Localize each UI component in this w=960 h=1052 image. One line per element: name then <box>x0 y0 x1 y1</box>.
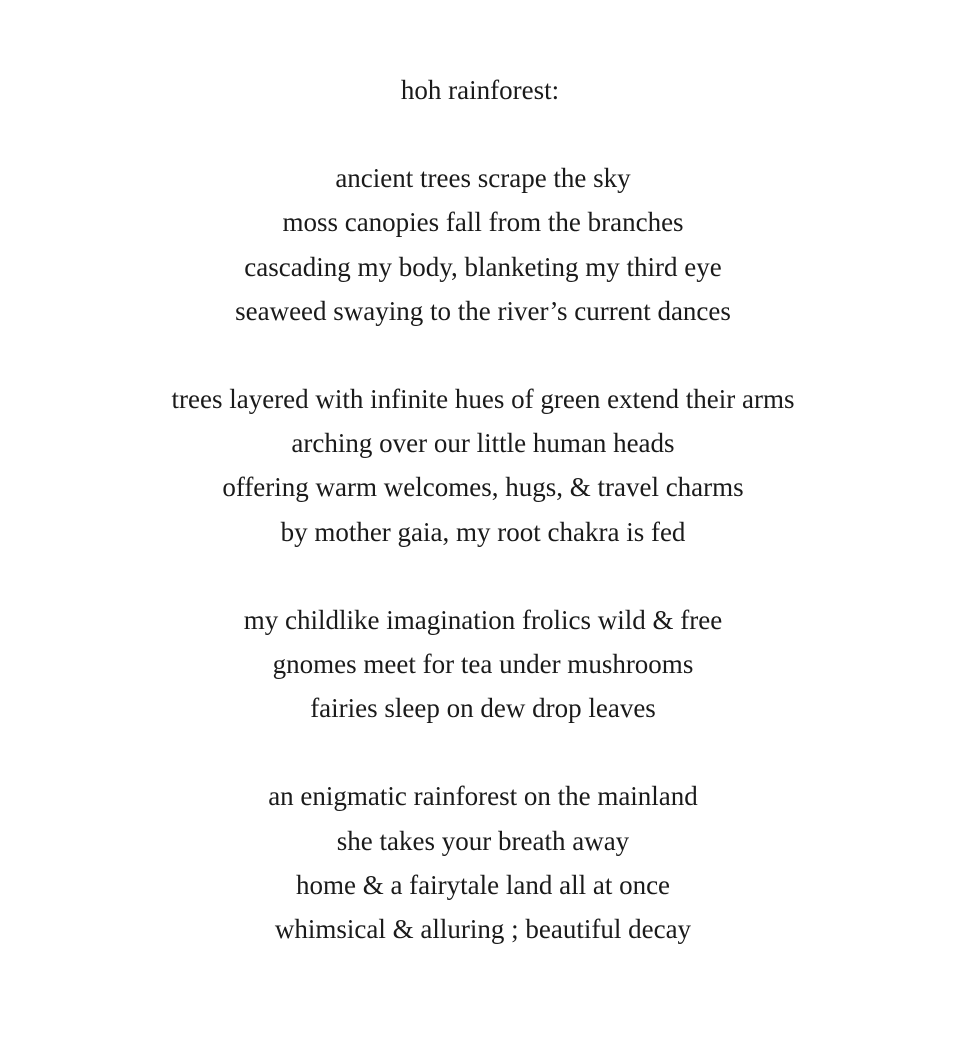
stanza-1 <box>0 156 960 333</box>
poem-line: an enigmatic rainforest on the mainland <box>268 781 698 812</box>
poem-title: hoh rainforest: <box>400 75 560 105</box>
poem-line: arching over our little human heads <box>291 428 675 459</box>
stanza-2 <box>0 377 960 554</box>
poem-line: gnomes meet for tea under mushrooms <box>272 649 694 680</box>
poem-line: ancient trees scrape the sky <box>335 163 631 194</box>
poem-line: home & a fairytale land all at once <box>295 869 671 900</box>
poem-line: trees layered with infinite hues of green extend their arms <box>171 384 795 415</box>
poem-line: cascading my body, blanketing my third eye <box>244 251 722 282</box>
poem-line: moss canopies fall from the branches <box>282 207 684 238</box>
stanza-4 <box>0 774 960 951</box>
poem-line: my childlike imagination frolics wild & free <box>243 604 723 635</box>
stanza-3 <box>0 598 960 731</box>
poem-line: whimsical & alluring ; beautiful decay <box>274 914 692 945</box>
poem <box>0 68 960 995</box>
poem-line: by mother gaia, my root chakra is fed <box>280 516 686 547</box>
poem-line: fairies sleep on dew drop leaves <box>310 693 656 724</box>
poem-line: she takes your breath away <box>336 825 630 856</box>
poem-line: offering warm welcomes, hugs, & travel charms <box>222 472 744 503</box>
poem-line: seaweed swaying to the river’s current dances <box>235 295 731 326</box>
